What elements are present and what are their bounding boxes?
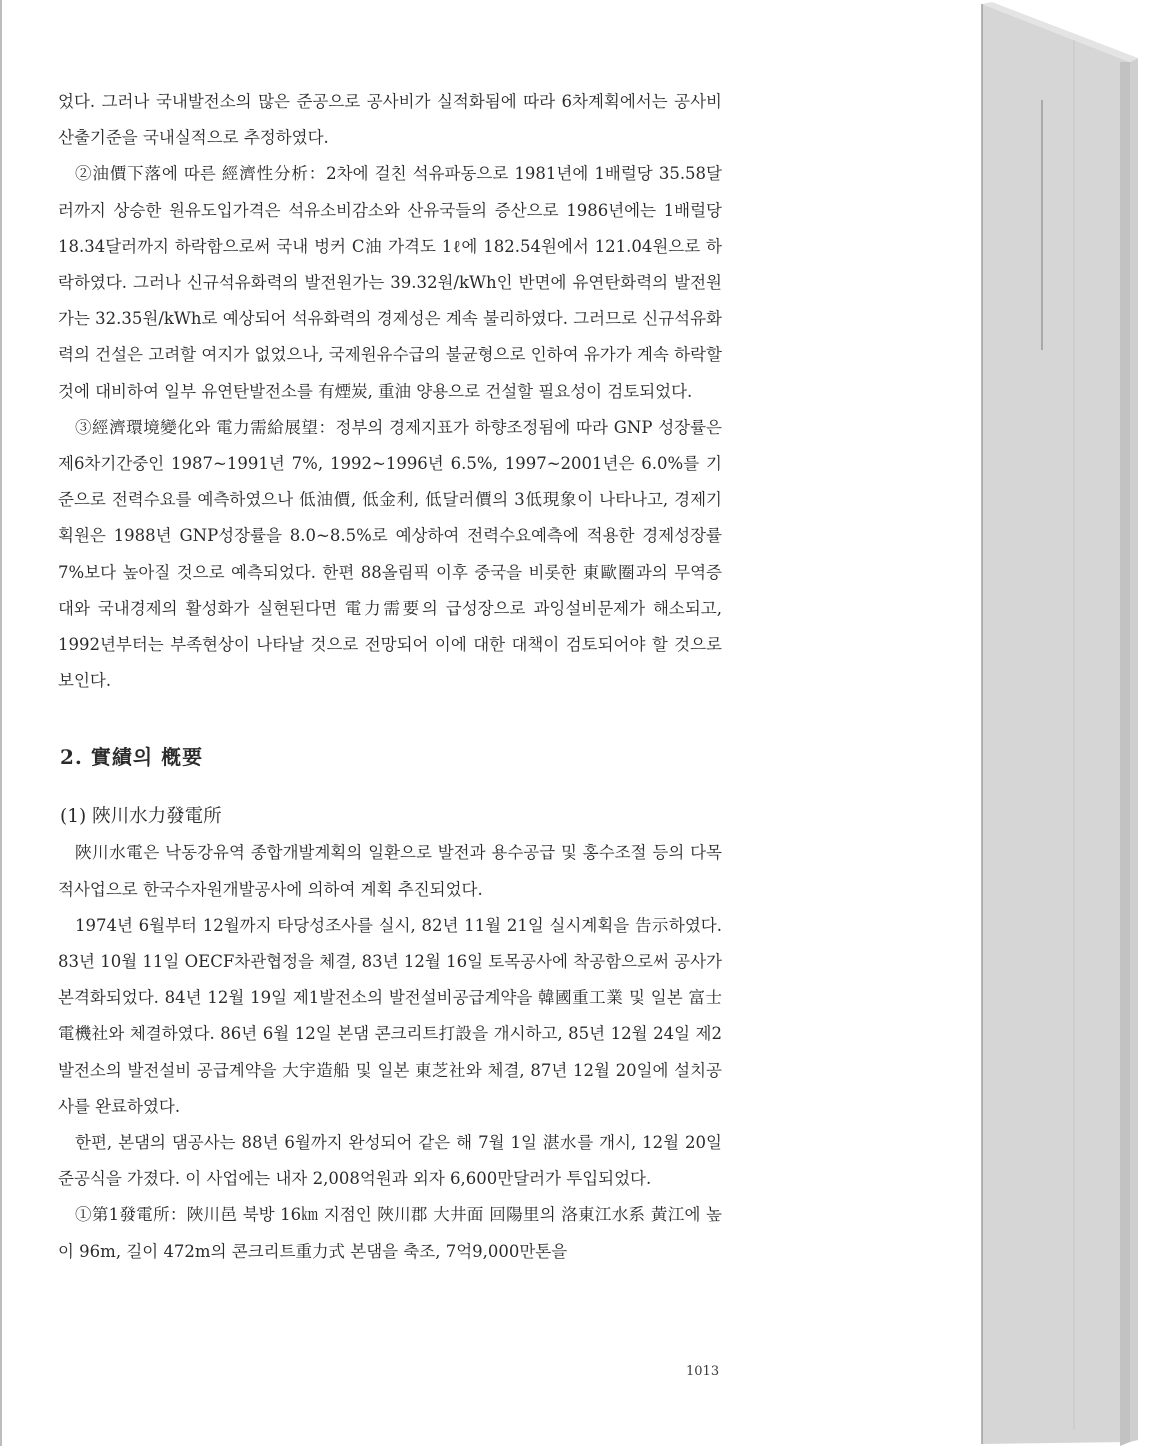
- paragraph-hapcheon-overview: 陜川水電은 낙동강유역 종합개발계획의 일환으로 발전과 용수공급 및 홍수조절 등의 다목적사업으로 한국수자원개발공사에 의하여 계획 추진되었다.: [58, 843, 722, 899]
- paragraph-construction-cost: 었다. 그러나 국내발전소의 많은 준공으로 공사비가 실적화됨에 따라 6차계획에서는 공사비 산출기준을 국내실적으로 추정하였다.: [58, 92, 722, 148]
- page-content: [58, 84, 722, 1270]
- page-number: 1013: [686, 1364, 720, 1379]
- book-side-edge: [980, 0, 1173, 1446]
- section-heading: 2. 實績의 槪要: [60, 745, 204, 770]
- paragraph-first-power-station: ①第1發電所：陜川邑 북방 16㎞ 지점인 陜川郡 大井面 回陽里의 洛東江水系 黃江에 높이 96m, 길이 472m의 콘크리트重力式 본댐을 축조, 7억9,000만톤을: [58, 1205, 722, 1261]
- paragraph-oil-price-analysis: ②油價下落에 따른 經濟性分析：2차에 걸친 석유파동으로 1981년에 1배럴당 35.58달러까지 상승한 원유도입가격은 석유소비감소와 산유국들의 증산으로 1986년에는 1배럴당 18.34달러까지 하락함으로써 국내 벙커 C油 가격도 1ℓ에 182.54원에서 121.04원으로 하락하였다. 그러나 신규석유화력의 발전원가는 39.32원/kWh인 반면에 유연탄화력의 발전원가는 32.35원/kWh로 예상되어 석유화력의 경제성은 계속 불리하였다. 그러므로 신규석유화력의 건설은 고려할 여지가 없었으나, 국제원유수급의 불균형으로 인하여 유가가 계속 하락할 것에 대비하여 일부 유연탄발전소를 有煙炭, 重油 양용으로 건설할 필요성이 검토되었다.: [58, 164, 722, 401]
- paragraph-economic-outlook: ③經濟環境變化와 電力需給展望：정부의 경제지표가 하향조정됨에 따라 GNP 성장률은 제6차기간중인 1987~1991년 7%, 1992~1996년 6.5%, 1997~2001년은 6.0%를 기준으로 전력수요를 예측하였으나 低油價, 低金利, 低달러價의 3低現象이 나타나고, 경제기획원은 1988년 GNP성장률을 8.0~8.5%로 예상하여 전력수요예측에 적용한 경제성장률 7%보다 높아질 것으로 예측되었다. 한편 88올림픽 이후 중국을 비롯한 東歐圈과의 무역증대와 국내경제의 활성화가 실현된다면 電力需要의 급성장으로 과잉설비문제가 해소되고, 1992년부터는 부족현상이 나타날 것으로 전망되어 이에 대한 대책이 검토되어야 할 것으로 보인다.: [58, 417, 722, 691]
- paragraph-hapcheon-completion: 한편, 본댐의 댐공사는 88년 6월까지 완성되어 같은 해 7월 1일 湛水를 개시, 12월 20일 준공식을 가졌다. 이 사업에는 내자 2,008억원과 외자 6,600만달러가 투입되었다.: [58, 1133, 722, 1189]
- sub-heading: (1) 陜川水力發電所: [60, 806, 222, 828]
- paragraph-hapcheon-timeline: 1974년 6월부터 12월까지 타당성조사를 실시, 82년 11월 21일 실시계획을 告示하였다. 83년 10월 11일 OECF차관협정을 체결, 83년 12월 16일 토목공사에 착공함으로써 공사가 본격화되었다. 84년 12월 19일 제1발전소의 발전설비공급계약을 韓國重工業 및 일본 富士電機社와 체결하였다. 86년 6월 12일 본댐 콘크리트打設을 개시하고, 85년 12월 24일 제2발전소의 발전설비 공급계약을 大宇造船 및 일본 東芝社와 체결, 87년 12월 20일에 설치공사를 완료하였다.: [58, 915, 722, 1116]
